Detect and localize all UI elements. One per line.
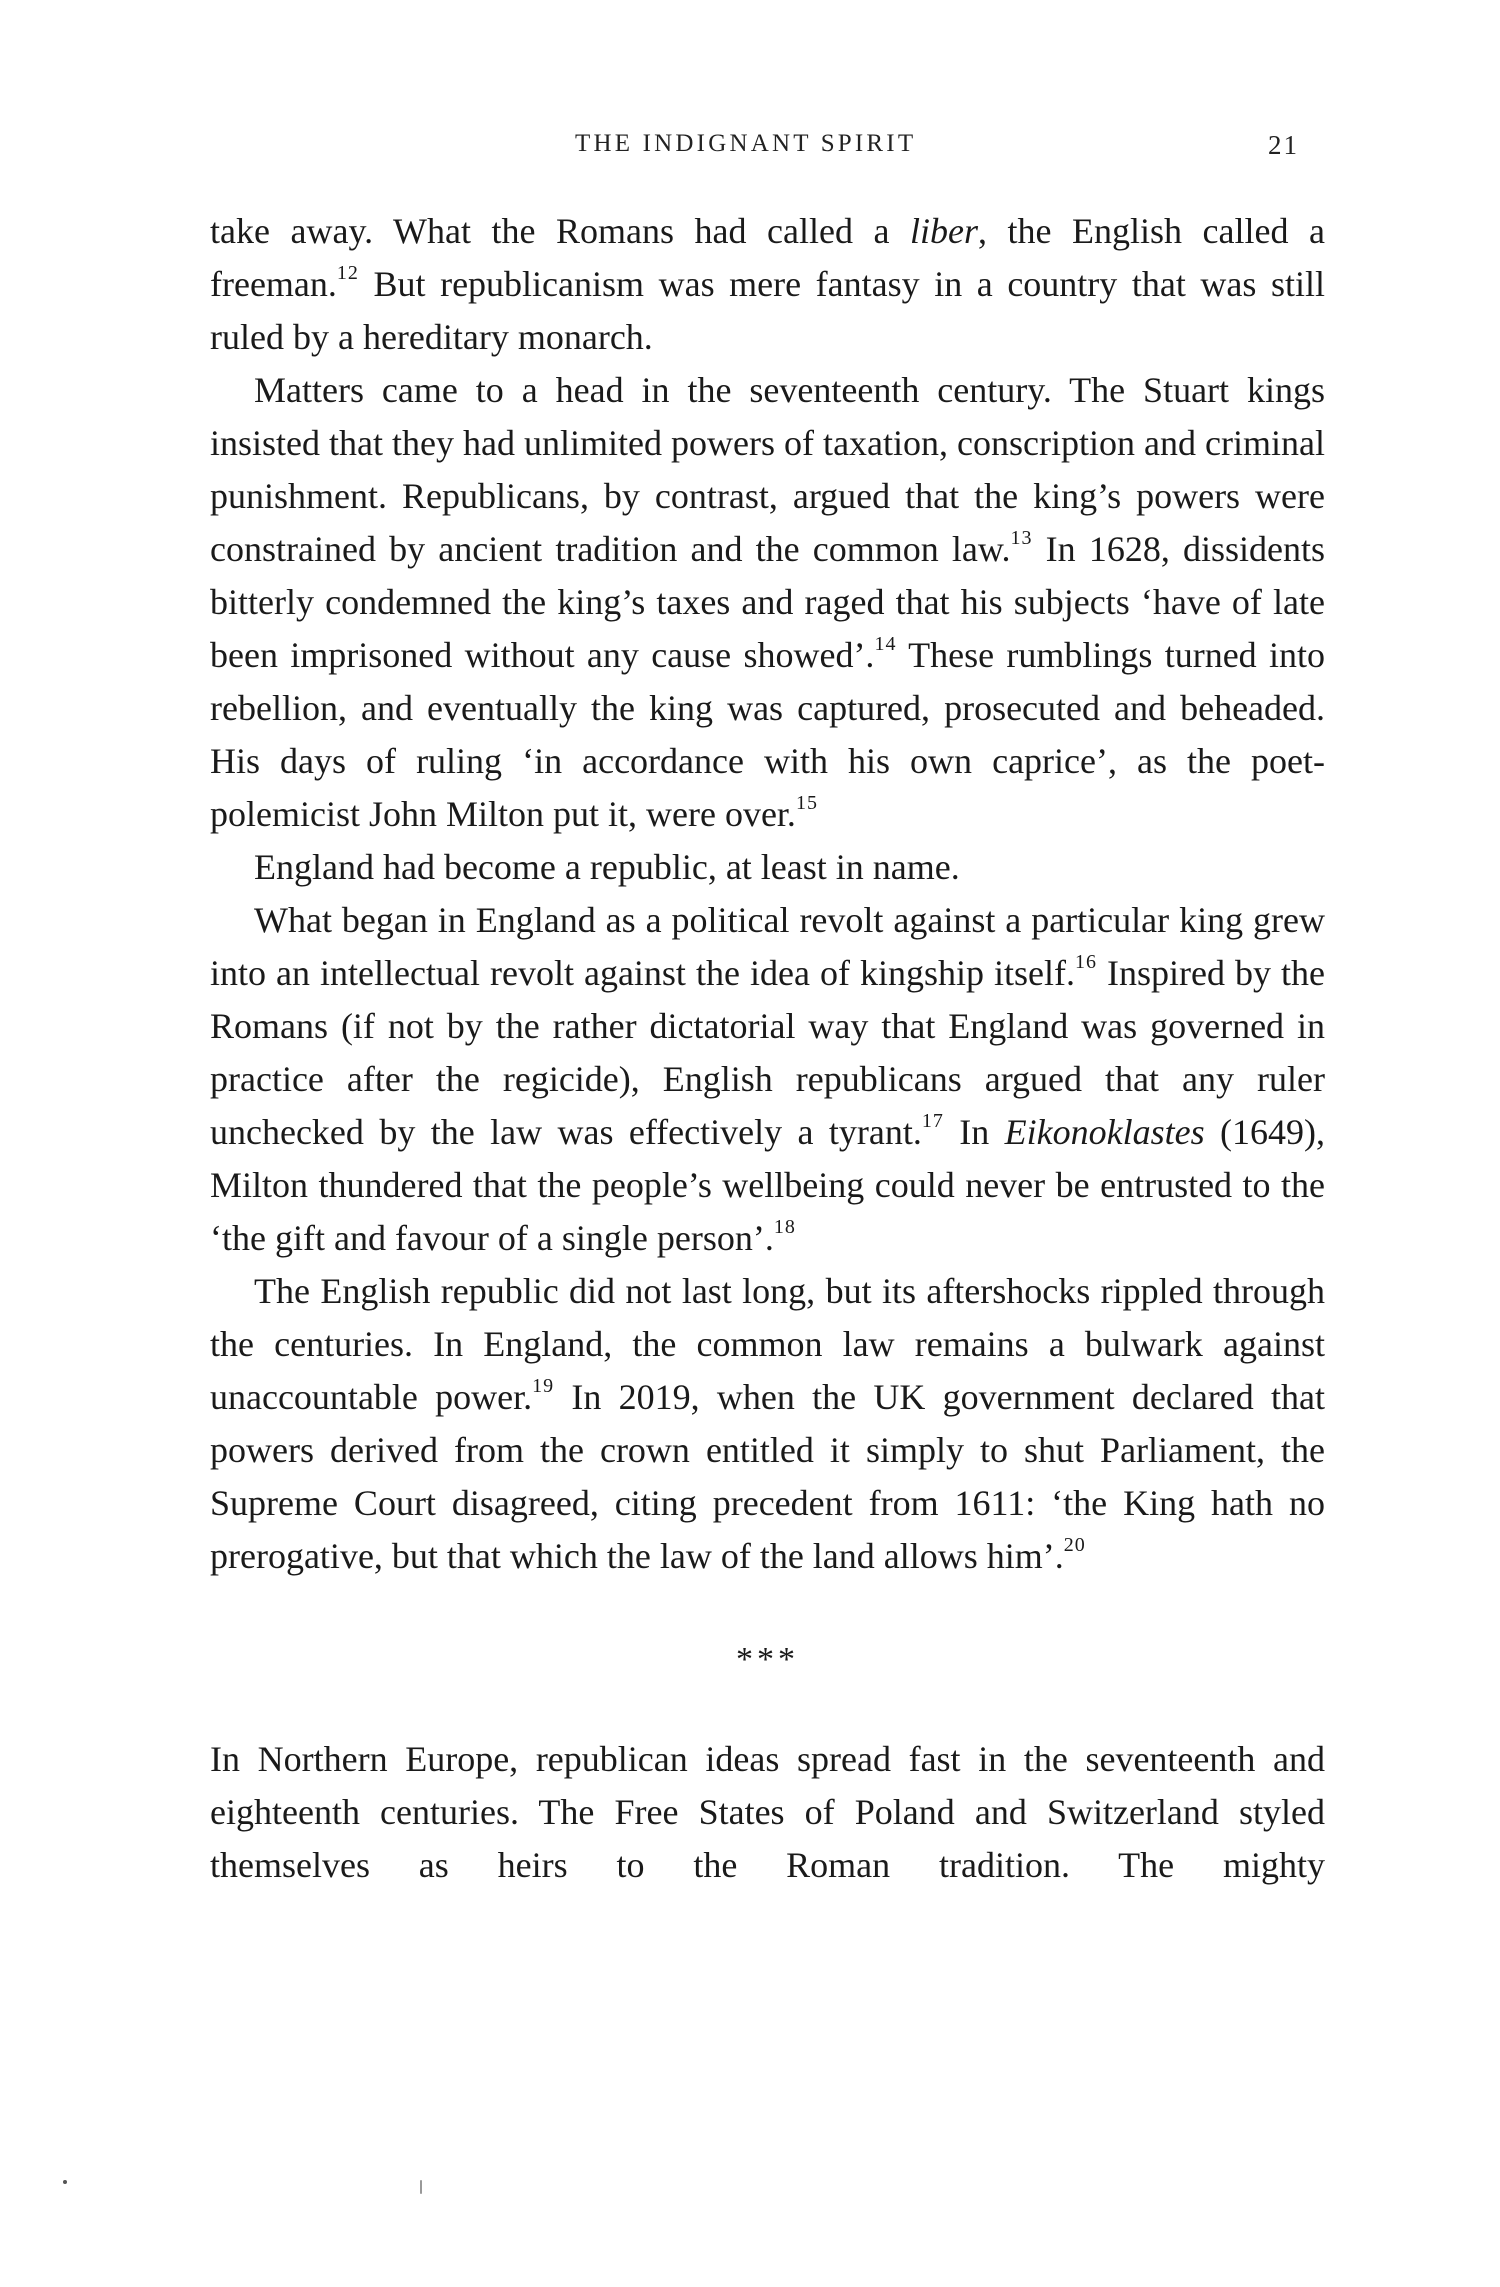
text-run: In xyxy=(943,1112,1005,1152)
footnote-ref: 13 xyxy=(1010,527,1033,549)
running-title: THE INDIGNANT SPIRIT xyxy=(575,130,917,157)
paragraph: England had become a republic, at least in name. xyxy=(254,847,960,887)
footnote-ref: 19 xyxy=(532,1375,555,1397)
footnote-ref: 20 xyxy=(1063,1534,1086,1556)
footnote-ref: 15 xyxy=(795,792,818,814)
text-run: , the English called a freeman. xyxy=(210,211,1325,304)
text-run: But republicanism was mere fantasy in a country that was still ruled by a hereditary monarch. xyxy=(210,264,1325,357)
paragraph: In Northern Europe, republican ideas spread fast in the seventeenth and eighteenth centuries. The Free States of Poland and Switzerland styled themselves as heirs to the Roman tradition. The mighty xyxy=(210,1739,1325,1885)
text-run: In 2019, when the UK government declared that powers derived from the crown entitled it simply to shut Parliament, the Supreme Court disagreed, citing precedent from 1611: ‘the King hath no prerogative, but that which the law of the land allows him’. xyxy=(210,1377,1326,1576)
text-run: Matters came to a head in the seventeenth century. The Stuart kings insisted that they had unlimited powers of taxation, conscription and criminal punishment. Republicans, by contrast, argued that the king’s powers were constrained by ancient tradition and the common law. xyxy=(210,370,1325,569)
text-run: Inspired by the Romans (if not by the rather dictatorial way that England was governed in practice after the regicide), English republicans argued that any ruler unchecked by the law was effectively a tyrant. xyxy=(210,953,1325,1152)
text-run: (1649), Milton thundered that the people’s wellbeing could never be entrusted to the ‘the gift and favour of a single person’. xyxy=(210,1112,1325,1258)
page-number: 21 xyxy=(1268,130,1299,160)
text-run: In 1628, dissidents bitterly condemned the king’s taxes and raged that his subjects ‘have of late been imprisoned without any cause showed’. xyxy=(210,529,1325,675)
footnote-ref: 14 xyxy=(874,633,897,655)
text-run: The English republic did not last long, but its aftershocks rippled through the centuries. In England, the common law remains a bulwark against unaccountable power. xyxy=(210,1271,1325,1417)
italic-title: Eikonoklastes xyxy=(1004,1112,1205,1152)
text-run: take away. What the Romans had called a xyxy=(210,211,910,251)
italic-term: liber xyxy=(909,211,978,251)
text-run: What began in England as a political revolt against a particular king grew into an intellectual revolt against the idea of kingship itself. xyxy=(210,900,1325,993)
scan-speck xyxy=(63,2180,67,2184)
footnote-ref: 12 xyxy=(336,262,359,284)
footnote-ref: 17 xyxy=(921,1110,944,1132)
paragraph xyxy=(210,205,1325,364)
running-head xyxy=(0,130,1500,170)
section-break: *** xyxy=(736,1641,799,1678)
paragraph xyxy=(210,894,1325,1265)
scan-speck xyxy=(420,2180,422,2194)
body-text xyxy=(210,205,1325,1892)
footnote-ref: 16 xyxy=(1074,951,1097,973)
paragraph xyxy=(210,1265,1325,1583)
text-run: These rumblings turned into rebellion, and eventually the king was captured, prosecuted and beheaded. His days of ruling ‘in accordance with his own caprice’, as the poet-polemicist John Milton put it, were over. xyxy=(210,635,1325,834)
footnote-ref: 18 xyxy=(773,1216,796,1238)
paragraph xyxy=(210,364,1325,841)
